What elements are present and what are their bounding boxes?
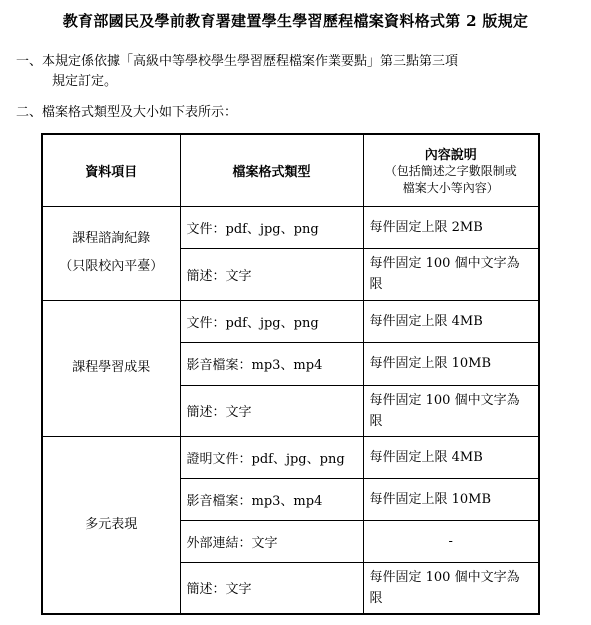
table-row [42, 206, 539, 248]
table-row [42, 436, 539, 478]
paragraph-1-number: 一、 [16, 54, 43, 69]
header-description [363, 134, 539, 206]
description-cell: 每件固定 100 個中文字為限 [363, 562, 539, 614]
header-format: 檔案格式類型 [180, 134, 363, 206]
item-label: 多元表現 [85, 516, 138, 532]
paragraph-2-number: 二、 [16, 105, 43, 120]
format-cell: 影音檔案：mp3、mp4 [180, 478, 363, 520]
description-cell: 每件固定上限 4MB [363, 300, 539, 342]
description-cell: - [363, 520, 539, 562]
item-cell-course-learning-results [42, 300, 180, 436]
format-cell: 簡述：文字 [180, 248, 363, 300]
paragraph-2-line-1: 檔案格式類型及大小如下表所示： [42, 105, 238, 120]
header-description-note-2: 檔案大小等內容） [402, 180, 499, 195]
item-label: 課程學習成果 [72, 360, 151, 375]
description-cell: 每件固定上限 2MB [363, 206, 539, 248]
format-cell: 影音檔案：mp3、mp4 [180, 342, 363, 385]
description-cell: 每件固定上限 4MB [363, 436, 539, 478]
table-header-row [42, 134, 539, 206]
format-cell: 簡述：文字 [180, 385, 363, 436]
item-label-note: （只限校內平臺） [59, 259, 164, 274]
paragraph-1-continued [52, 72, 117, 92]
header-description-title: 內容說明 [424, 147, 477, 163]
paragraph-1-line-1: 本規定係依據「高級中等學校學生學習歷程檔案作業要點」第三點第三項 [42, 54, 459, 69]
paragraph-1 [16, 52, 458, 72]
item-cell-course-consultation [42, 206, 180, 300]
item-cell-diverse-performance [42, 436, 180, 614]
description-cell: 每件固定上限 10MB [363, 342, 539, 385]
description-cell: 每件固定 100 個中文字為限 [363, 248, 539, 300]
paragraph-1-line-2: 規定訂定。 [52, 74, 118, 89]
header-item: 資料項目 [42, 134, 180, 206]
format-cell: 簡述：文字 [180, 562, 363, 614]
format-cell: 文件：pdf、jpg、png [180, 206, 363, 248]
header-description-note-1: （包括簡述之字數限制或 [384, 163, 517, 178]
format-cell: 證明文件：pdf、jpg、png [180, 436, 363, 478]
format-cell: 外部連結：文字 [180, 520, 363, 562]
description-cell: 每件固定 100 個中文字為限 [363, 385, 539, 436]
format-cell: 文件：pdf、jpg、png [180, 300, 363, 342]
table-row [42, 300, 539, 342]
paragraph-2 [16, 103, 237, 123]
file-format-table [41, 133, 540, 615]
description-cell: 每件固定上限 10MB [363, 478, 539, 520]
document-title: 教育部國民及學前教育署建置學生學習歷程檔案資料格式第 2 版規定 [62, 12, 529, 30]
item-label: 課程諮詢紀錄 [72, 231, 151, 246]
